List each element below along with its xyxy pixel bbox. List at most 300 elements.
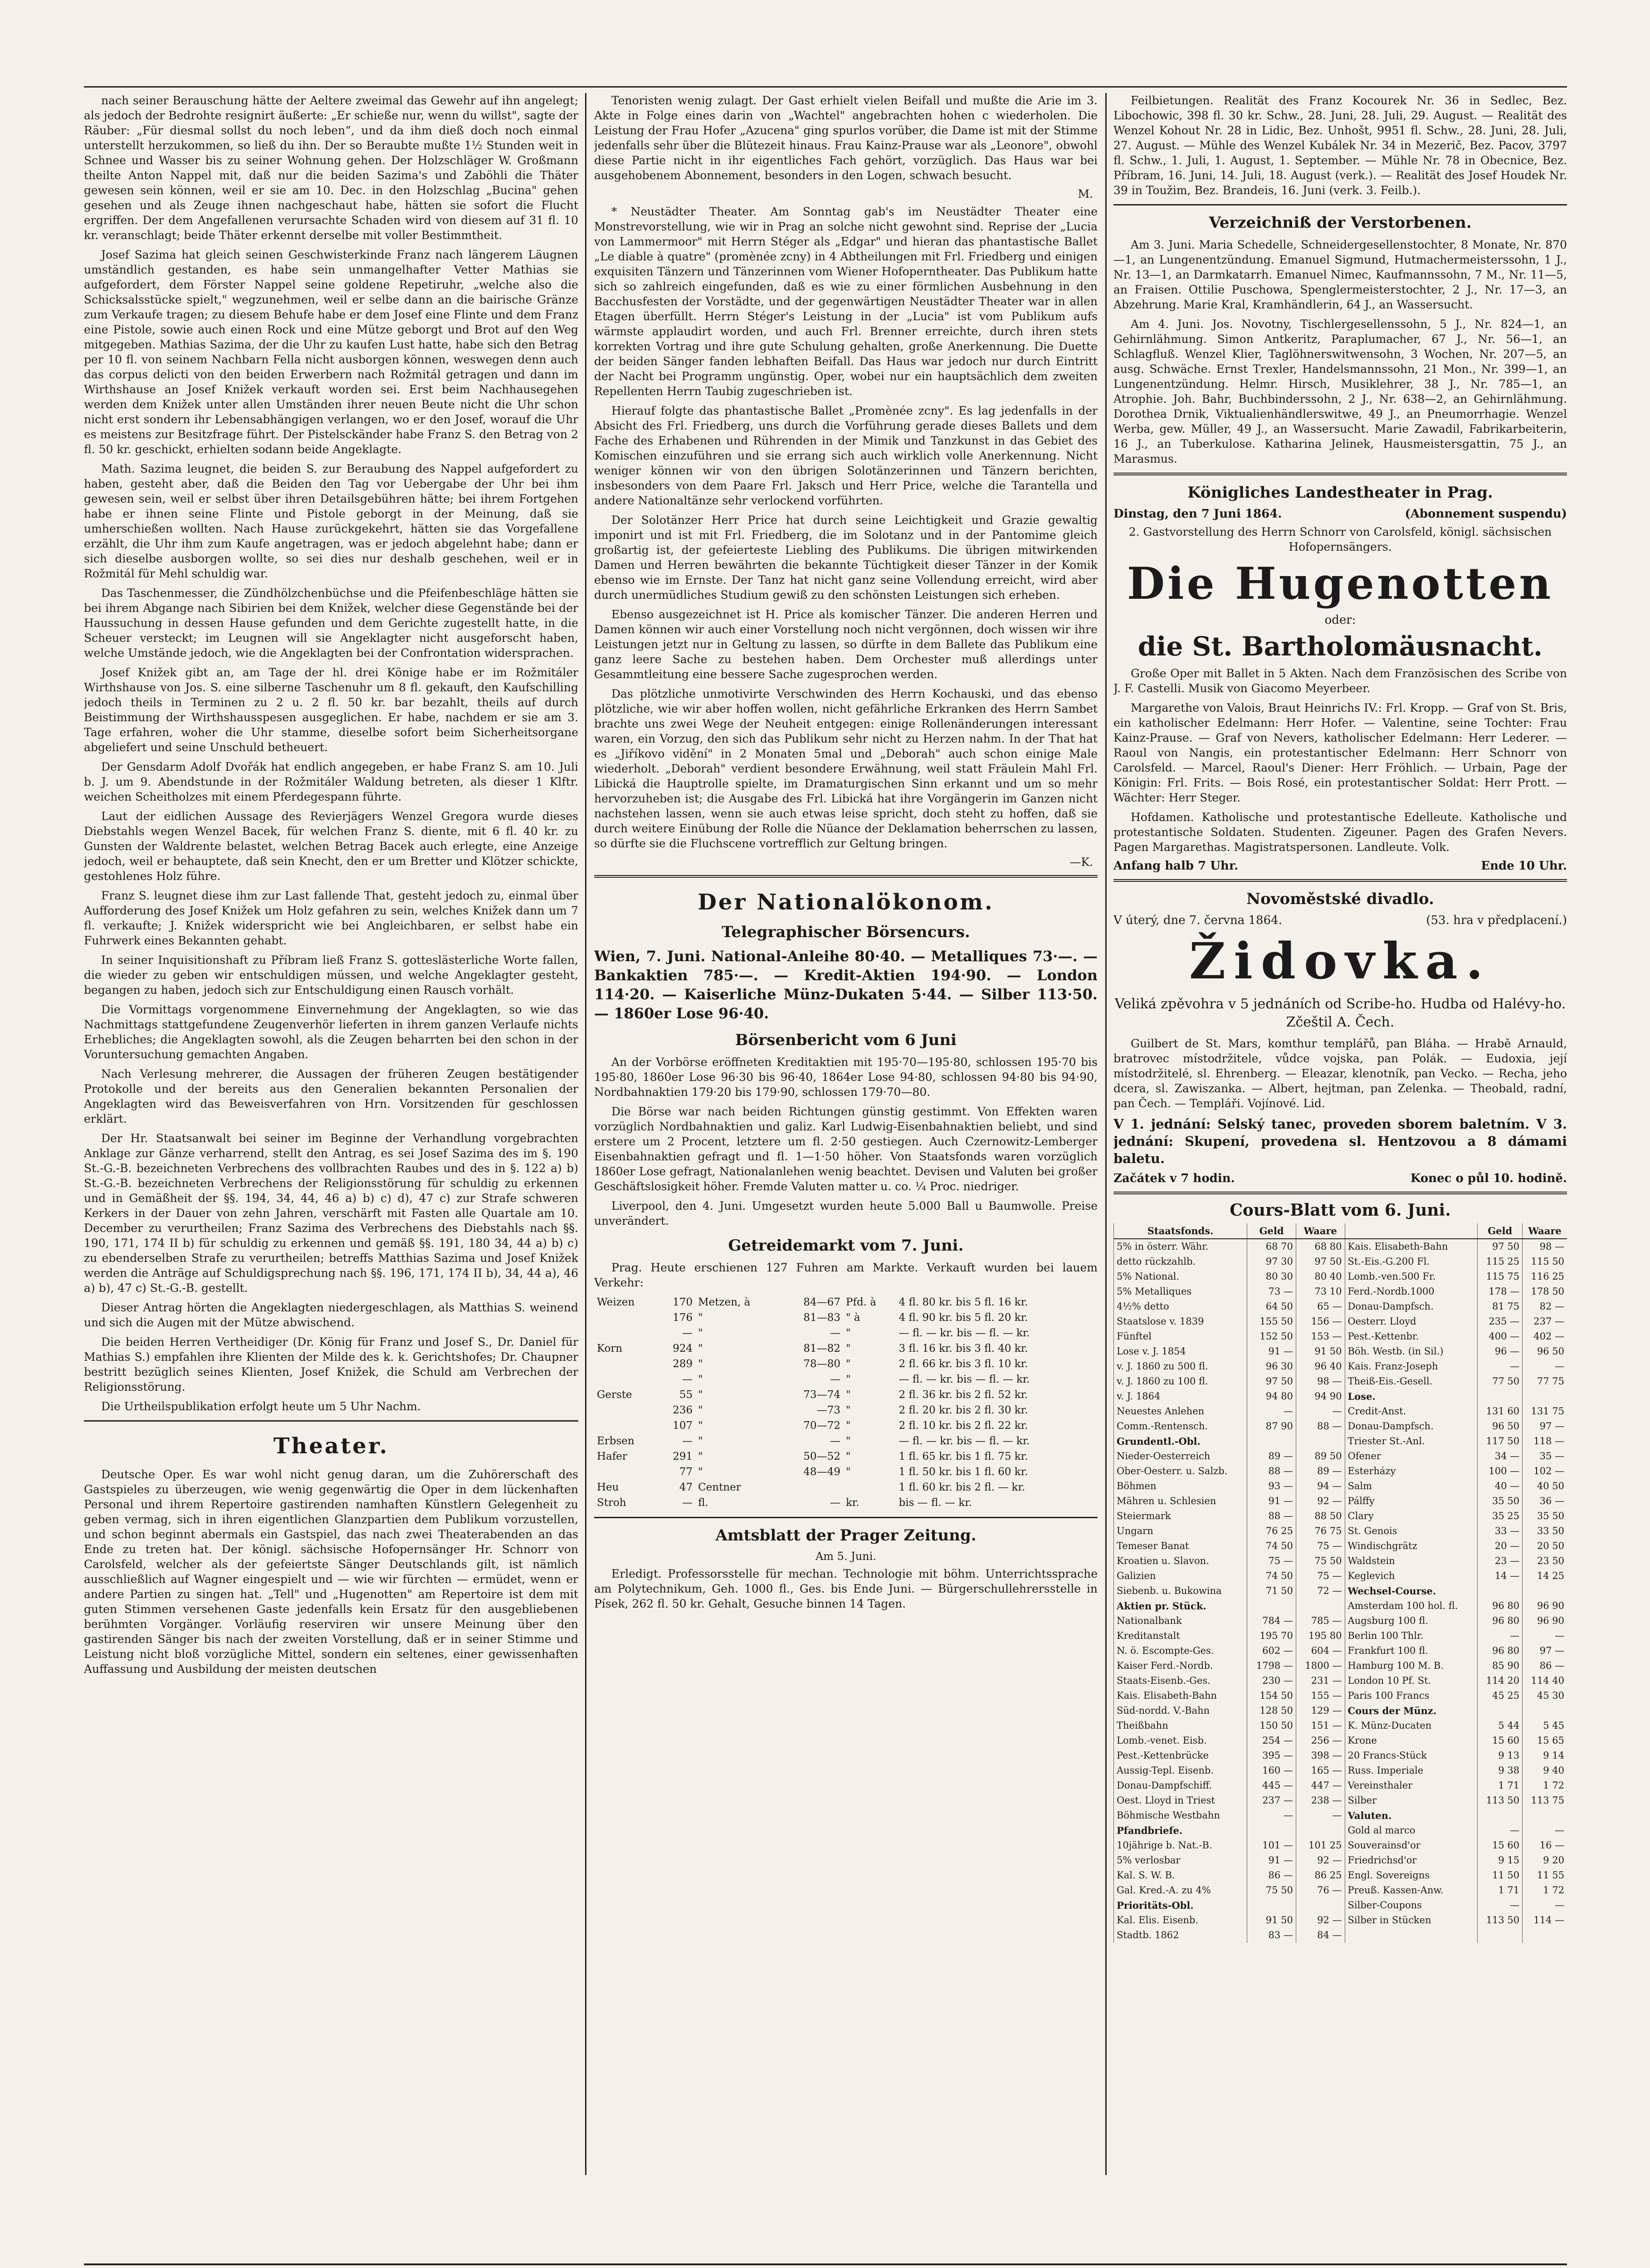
grain-cell: " [845, 1327, 851, 1339]
signature: M. [1078, 187, 1093, 200]
grain-cell: 47 [679, 1481, 693, 1493]
course-cell: 114 20 [1478, 1673, 1523, 1688]
course-cell: 1798 — [1247, 1658, 1296, 1673]
course-cell: 100 — [1478, 1464, 1523, 1479]
zidovka-title: Židovka. [1189, 932, 1492, 990]
grain-cell [594, 1310, 658, 1325]
auctions [1113, 93, 1567, 198]
course-cell: 97 30 [1247, 1254, 1296, 1269]
course-cell: St. Genois [1345, 1524, 1478, 1539]
bourse-heading: Börsenbericht vom 6 Juni [735, 1031, 957, 1049]
opera-oder: oder: [1324, 613, 1356, 627]
course-cell: Galizien [1114, 1569, 1247, 1584]
course-cell: 101 25 [1296, 1838, 1345, 1853]
theatre-date-row [1113, 507, 1567, 521]
course-cell: 1800 — [1296, 1658, 1345, 1673]
section-divider [594, 875, 1098, 878]
zidovka-end: Konec o půl 10. hodině. [1410, 1172, 1567, 1185]
grain-cell: 236 [673, 1404, 693, 1416]
course-cell: Engl. Sovereigns [1345, 1868, 1478, 1883]
section-divider [84, 1420, 578, 1422]
course-cell: Friedrichsd'or [1345, 1853, 1478, 1868]
course-cell: 237 — [1247, 1793, 1296, 1808]
course-cell: Berlin 100 Thlr. [1345, 1628, 1478, 1643]
section-divider [1113, 879, 1567, 882]
course-cell: Esterházy [1345, 1464, 1478, 1479]
course-cell: 88 50 [1296, 1509, 1345, 1524]
grain-cell: 70—72 [803, 1420, 840, 1432]
paragraph: Dieser Antrag hörten die Angeklagten niedergeschlagen, als Matthias S. weinend und sich die Augen mit der Mütze abwischend. [84, 1301, 578, 1329]
course-cell: 9 38 [1478, 1763, 1523, 1778]
course-row [1114, 1913, 1567, 1928]
course-row [1114, 1718, 1567, 1733]
grain-cell: " [845, 1466, 851, 1478]
zidovka-cast: Guilbert de St. Mars, komthur templářů, pan Bláha. — Hrabě Arnauld, bratrovec místodržitele, vůdce vojska, pan Polák. — Eudoxia, její místodržitelé, sl. Ehrenberg. — Eleazar, klenotník, pan Vecko. — Recha, jeho dcera, sl. Zawiszanka. — Albert, hejtman, pan Zelenka. — Theobald, radní, pan Čech. — Templáři. Vojínové. Lid. [1113, 1037, 1567, 1110]
paragraph: Deutsche Oper. Es war wohl nicht genug daran, um die Zuhörerschaft des Gastspieles zu überzeugen, wie wenig gegenwärtig die Oper in dem lückenhaften Personal und ihrem Repertoire gastirenden namhaften Künstlern Gelegenheit zu geben vermag, sich in ihren eigentlichen Glanzpartien dem Publikum vorzustellen, und schon beginnt abermals ein Gastspiel, das nach zwei Theaterabenden an das Ende zu treten hat. Der königl. sächsische Hofopernsänger Hr. Schnorr von Carolsfeld, welcher als der gefeiertste Sänger Deutschlands gilt, ist nämlich ausschließlich auf Wagner eingespielt und — wie wir fürchten — ermüdet, wenn er andere Partien zu singen hat. „Tell" und „Hugenotten" am Repertoire ist dem mit guten Stimmen versehenen Gaste jedenfalls kein Ersatz für den ausgebliebenen berühmten Vorgänger. Vorläufig reserviren wir unsere Meinung über den gastirenden Sänger bis nach der zweiten Vorstellung, daß er in seiner Stimme und Leistung nicht bloß vorzügliche Mittel, sondern ein seltenes, einer gewissenhaften Auffassung und Ausbildung der meisten deutschen [84, 1468, 578, 1676]
course-cell: Kal. S. W. B. [1114, 1868, 1247, 1883]
paragraph: Das plötzliche unmotivirte Verschwinden des Herrn Kochauski, und das ebenso plötzliche, wie wir aber hoffen wollen, nicht gefährliche Erkranken des Herrn Sambet brachte uns zwei Wege der Neuheit entgegen: einige Rollenänderungen interessant waren, ein Vorzug, den sich das Publikum sehr nicht zu Herzen nahm. In der That hat es „Jiříkovo vidění" in 2 Monaten 5mal und „Deborah" auch schon einige Male wiederholt. „Deborah" verdient besondere Erwähnung, weil statt Fräulein Mahl Frl. Libická die Hauptrolle spielte, im Dramaturgischen Sinn erkannt und um so mehr hervorzuheben ist; die Ausgabe des Frl. Libická hat ihre Vorgängerin im Ganzen nicht nachstehen lassen, wenn sie auch etwas leise spricht, doch steht zu hoffen, daß sie durch weitere Einübung der Rolle die Nüance der Deklamation beherrschen zu lassen, so dürfte sie die Fluchscene vortrefflich zur Geltung bringen. [594, 687, 1098, 850]
paragraph: Die Urtheilspublikation erfolgt heute um 5 Uhr Nachm. [101, 1400, 421, 1413]
novomestske-heading: Novoměstské divadlo. [1246, 890, 1434, 908]
paragraph: Laut der eidlichen Aussage des Revierjägers Wenzel Gregora wurde dieses Diebstahls wegen Wenzel Bacek, für welchen Franz S. diente, mit 6 fl. 40 kr. zu Gunsten der Waldrente belastet, welchen Betrag Bacek auch erlegte, eine Anzeige jedoch, weil er behauptete, daß sein Knecht, den er um Bretter und Klötzer schickte, gestohlenes Holz führe. [84, 810, 578, 883]
paragraph: Die Börse war nach beiden Richtungen günstig gestimmt. Von Effekten waren vorzüglich Nordbahnaktien und galiz. Karl Ludwig-Eisenbahnaktien beliebt, und sind erstere um 2 Procent, letztere um fl. 2·50 gestiegen. Auch Czernowitz-Lemberger Eisenbahnaktien gefragt und fl. 1—1·50 höher. Von Staatsfonds waren vorzüglich 1860er Lose gefragt, Nationalanlehen wenig beachtet. Devisen und Valuten bei großer Geschäftslosigkeit höher. Fremde Valuten matter u. co. ¼ Proc. niedriger. [594, 1105, 1098, 1193]
course-cell: Nieder-Oesterreich [1114, 1449, 1247, 1464]
grain-cell [843, 1480, 896, 1495]
course-cell: Pálffy [1345, 1494, 1478, 1509]
course-cell: 113 75 [1523, 1793, 1567, 1808]
course-cell: Ferd.-Nordb.1000 [1345, 1284, 1478, 1299]
course-row [1114, 1269, 1567, 1284]
course-cell: v. J. 1860 zu 500 fl. [1114, 1359, 1247, 1374]
grain-cell [594, 1356, 658, 1372]
course-cell: 40 — [1478, 1479, 1523, 1494]
course-row [1114, 1673, 1567, 1688]
course-row [1114, 1299, 1567, 1314]
course-cell: 91 50 [1296, 1344, 1345, 1359]
course-cell: 80 40 [1296, 1269, 1345, 1284]
course-cell: Mähren u. Schlesien [1114, 1494, 1247, 1509]
grain-cell: 2 fl. 36 kr. bis 2 fl. 52 kr. [898, 1389, 1028, 1401]
course-cell: 73 — [1247, 1284, 1296, 1299]
paragraph: Der Hr. Staatsanwalt bei seiner im Beginne der Verhandlung vorgebrachten Anklage zur Gänze verharrend, stellt den Antrag, es sei Josef Sazima des im §. 190 St.-G.-B. bezeichneten Verbrechens des vollbrachten Raubes und des in §. 122 a) b) St.-G.-B. bezeichneten Verbrechens der Religionsstörung für schuldig zu erkennen und in Gemäßheit der §§. 194, 34, 44, 46 a) b) c) d), 47 c) zur Strafe schweren Kerkers in der Dauer von zehn Jahren, verschärft mit Fasten alle Quartale am 10. December zu verurtheilen; Franz Sazima des Verbrechens des Diebstahls nach §§. 190, 171, 174 II b) für schuldig zu erkennen und gemäß §§. 191, 180 34, 44 a) b) c) zu ebenderselben Strafe zu verurtheilen; betreffs Matthias Sazima und Josef Knižek werden die Anträge auf Schuldigsprechung nach §§. 196, 171, 174 II b), 34, 44 a), 46 a) b), 47 c) St.-G.-B. gestellt. [84, 1132, 578, 1295]
course-cell: 131 60 [1478, 1404, 1523, 1419]
grain-cell: — [682, 1374, 693, 1385]
course-cell: St.-Eis.-G.200 Fl. [1345, 1254, 1478, 1269]
grain-cell: 1 fl. 60 kr. bis 2 fl. — kr. [898, 1481, 1025, 1493]
grain-row [594, 1341, 1098, 1356]
course-cell: 96 90 [1523, 1598, 1567, 1613]
course-cell: 97 50 [1247, 1374, 1296, 1389]
course-row [1114, 1374, 1567, 1389]
grain-cell: Stroh [597, 1497, 626, 1509]
course-cell [1247, 1823, 1296, 1838]
section-divider [1113, 204, 1567, 205]
course-cell: — [1247, 1404, 1296, 1419]
grain-cell: 55 [679, 1389, 693, 1401]
course-cell: 16 — [1523, 1838, 1567, 1853]
course-cell: 604 — [1296, 1643, 1345, 1658]
theatre-abonnement: (Abonnement suspendu) [1405, 507, 1567, 521]
grain-cell: — [830, 1497, 840, 1509]
opera-title: Die Hugenotten [1127, 558, 1554, 609]
grain-cell: 176 [673, 1312, 693, 1324]
course-cell: Wechsel-Course. [1345, 1584, 1478, 1598]
course-cell: Oest. Lloyd in Triest [1114, 1793, 1247, 1808]
grain-table [594, 1295, 1098, 1510]
course-cell [1523, 1389, 1567, 1404]
course-sheet-heading: Cours-Blatt vom 6. Juni. [1230, 1201, 1451, 1220]
course-cell: — [1478, 1628, 1523, 1643]
course-row [1114, 1509, 1567, 1524]
course-cell: Nationalbank [1114, 1613, 1247, 1628]
course-cell: 40 50 [1523, 1479, 1567, 1494]
court-report [84, 93, 578, 1414]
course-cell: 165 — [1296, 1763, 1345, 1778]
grain-cell: — fl. — kr. bis — fl. — kr. [898, 1327, 1030, 1339]
course-cell: Paris 100 Francs [1345, 1688, 1478, 1703]
grain-cell: " [845, 1435, 851, 1447]
course-cell: Kal. Elis. Eisenb. [1114, 1913, 1247, 1928]
grain-cell [594, 1325, 658, 1341]
course-cell: Russ. Imperiale [1345, 1763, 1478, 1778]
course-cell: Böhmische Westbahn [1114, 1808, 1247, 1823]
course-cell: Souverainsd'or [1345, 1838, 1478, 1853]
paragraph: Am 4. Juni. Jos. Novotny, Tischlergesellenssohn, 5 J., Nr. 824—1, an Gehirnlähmung. Simon Antkeritz, Paraplumacher, 67 J., Nr. 56—1, an Schlagfluß. Wenzel Klier, Taglöhnerswitwensohn, 3 Wochen, Nr. 207—5, an ausg. Schwäche. Ernst Trexler, Handelsmannssohn, 21 Mon., Nr. 399—1, an Lungenentzündung. Helmr. Hirsch, Musiklehrer, 38 J., Nr. 785—1, an Atrophie. Joh. Bahr, Buchbinderssohn, 2 J., Nr. 638—2, an Gehirnlähmung. Dorothea Drnik, Viktualienhändlerswitwe, 49 J., an Pneumorrhagie. Wenzel Werba, gew. Müller, 49 J., an Wassersucht. Marie Zawadil, Fabrikarbeiterin, 16 J., an Tuberkulose. Katharina Jelinek, Hausmeistersgattin, 75 J., an Marasmus. [1113, 318, 1567, 465]
course-cell [1345, 1928, 1478, 1943]
course-cell: 76 75 [1296, 1524, 1345, 1539]
paragraph: Am 3. Juni. Maria Schedelle, Schneidergesellenstochter, 8 Monate, Nr. 870—1, an Lungenentzündung. Emanuel Sigmund, Hutmachermeisterssohn, 1 J., Nr. 13—1, an Darmkatarrh. Emanuel Nimec, Kaufmannssohn, 7 M., Nr. 11—5, an Fraisen. Ottilie Puschowa, Spenglermeisterstochter, 2 J., Nr. 17—3, an Abzehrung. Marie Kral, Kramhändlerin, 64 J., an Wassersucht. [1113, 238, 1567, 311]
course-cell: 97 50 [1296, 1254, 1345, 1269]
grain-cell: 289 [673, 1358, 693, 1370]
paragraph: Das Taschenmesser, die Zündhölzchenbüchse und die Pfeifenbeschläge hätten sie bei ihrem Abgange nach Sibirien bei dem Knižek, welcher diese Gegenstände bei der Haussuchung in dessen Hause gefunden und dem Gerichte zugestellt hatte, in die Scheuer versteckt; im Leugnen will sie Angeklagter nicht ausgeforscht haben, welche Umstände jedoch, wie die Angeklagten bei der Confrontation widersprachen. [84, 587, 578, 660]
grain-cell: " [698, 1420, 703, 1432]
course-row [1114, 1239, 1567, 1254]
grain-cell: " [845, 1451, 851, 1462]
course-cell: 9 13 [1478, 1748, 1523, 1763]
grain-cell: 4 fl. 90 kr. bis 5 fl. 20 kr. [898, 1312, 1028, 1324]
course-cell: 237 — [1523, 1314, 1567, 1329]
grain-cell: 84—67 [803, 1296, 840, 1308]
course-cell: 402 — [1523, 1329, 1567, 1344]
course-cell: 1 72 [1523, 1883, 1567, 1898]
section-divider [1113, 1192, 1567, 1194]
column-2 [594, 93, 1098, 2175]
opera-end: Ende 10 Uhr. [1481, 859, 1567, 873]
course-cell: 115 25 [1478, 1254, 1523, 1269]
course-cell: — [1523, 1359, 1567, 1374]
grain-cell: " [698, 1451, 703, 1462]
grain-cell: 3 fl. 16 kr. bis 3 fl. 40 kr. [898, 1343, 1028, 1354]
novomestske-abonnement: (53. hra v předplacení.) [1426, 914, 1567, 927]
course-cell: 20 Francs-Stück [1345, 1748, 1478, 1763]
course-cell: Triester St.-Anl. [1345, 1434, 1478, 1449]
course-cell: Hamburg 100 M. B. [1345, 1658, 1478, 1673]
novomestske-date-row [1113, 914, 1567, 927]
course-cell: 76 25 [1247, 1524, 1296, 1539]
course-cell: 85 90 [1478, 1658, 1523, 1673]
course-row [1114, 1688, 1567, 1703]
course-cell: 93 — [1247, 1479, 1296, 1494]
grain-cell: 170 [673, 1296, 693, 1308]
course-cell: 64 50 [1247, 1299, 1296, 1314]
course-row [1114, 1284, 1567, 1299]
course-cell: 83 — [1247, 1928, 1296, 1943]
course-cell: 400 — [1478, 1329, 1523, 1344]
course-cell: 75 50 [1296, 1554, 1345, 1569]
course-cell [1247, 1434, 1296, 1449]
course-cell: 5% Metalliques [1114, 1284, 1247, 1299]
zidovka-start: Začátek v 7 hodin. [1113, 1172, 1235, 1185]
course-cell: 34 — [1478, 1449, 1523, 1464]
course-cell: 84 — [1296, 1928, 1345, 1943]
grain-cell: 4 fl. 80 kr. bis 5 fl. 16 kr. [898, 1296, 1028, 1308]
course-cell: 80 30 [1247, 1269, 1296, 1284]
course-cell: 91 — [1247, 1853, 1296, 1868]
course-row [1114, 1883, 1567, 1898]
course-cell: 128 50 [1247, 1703, 1296, 1718]
grain-cell: " [698, 1374, 703, 1385]
course-cell: 91 — [1247, 1494, 1296, 1509]
course-cell: Credit-Anst. [1345, 1404, 1478, 1419]
course-cell: 86 25 [1296, 1868, 1345, 1883]
course-header-cell: Waare [1523, 1223, 1567, 1239]
course-cell: Krone [1345, 1733, 1478, 1748]
course-cell [1296, 1898, 1345, 1913]
course-cell: 115 50 [1523, 1254, 1567, 1269]
course-cell: 88 — [1247, 1464, 1296, 1479]
course-cell: Kaiser Ferd.-Nordb. [1114, 1658, 1247, 1673]
course-row [1114, 1494, 1567, 1509]
paragraph: Der Gensdarm Adolf Dvořák hat endlich angegeben, er habe Franz S. am 10. Juli b. J. um 9. Abendstunde in der Rožmitáler Waldung betreten, als dieser 1 Klftr. weichen Scheitholzes mit einem Pferdegespann führte. [84, 760, 578, 803]
course-cell: 178 50 [1523, 1284, 1567, 1299]
amtsblatt-date: Am 5. Juni. [815, 1550, 877, 1563]
course-cell: Lomb.-ven.500 Fr. [1345, 1269, 1478, 1284]
zidovka-times [1113, 1172, 1567, 1185]
grain-cell: Weizen [597, 1296, 635, 1308]
course-cell: 92 — [1296, 1853, 1345, 1868]
course-row [1114, 1524, 1567, 1539]
course-cell: 92 — [1296, 1913, 1345, 1928]
grain-cell: Pfd. à [845, 1296, 877, 1308]
course-cell: — [1478, 1898, 1523, 1913]
course-cell: 151 — [1296, 1718, 1345, 1733]
course-cell: 4½% detto [1114, 1299, 1247, 1314]
column-3 [1113, 93, 1567, 2175]
grain-cell: " [698, 1466, 703, 1478]
course-cell: 96 90 [1523, 1613, 1567, 1628]
course-cell: 94 90 [1296, 1389, 1345, 1404]
course-cell: K. Münz-Ducaten [1345, 1718, 1478, 1733]
course-cell: — [1523, 1898, 1567, 1913]
grain-cell: kr. [845, 1497, 859, 1509]
course-cell: 96 30 [1247, 1359, 1296, 1374]
opera-cast: Margarethe von Valois, Braut Heinrichs IV.: Frl. Kropp. — Graf von St. Bris, ein katholischer Edelmann: Herr Hofer. — Valentine, seine Tochter: Frau Kainz-Prause. — Graf von Nevers, katholischer Edelmann: Herr Lederer. — Raoul von Nangis, ein protestantischer Edelmann: Herr Schnorr von Carolsfeld. — Marcel, Raoul's Diener: Herr Fröhlich. — Urbain, Page der Königin: Frl. Frits. — Bois Rosé, ein protestantischer Soldat: Herr Prott. — Wächter: Herr Steger. [1113, 701, 1567, 804]
course-cell [1523, 1928, 1567, 1943]
course-cell: 114 40 [1523, 1673, 1567, 1688]
course-cell: 238 — [1296, 1793, 1345, 1808]
course-cell [1523, 1808, 1567, 1823]
course-row [1114, 1748, 1567, 1763]
course-cell: Ofener [1345, 1449, 1478, 1464]
grain-cell: 107 [673, 1420, 693, 1432]
course-cell: Fünftel [1114, 1329, 1247, 1344]
grain-row [594, 1372, 1098, 1387]
grain-cell: 73—74 [803, 1389, 840, 1401]
imprint-footer [84, 2263, 1567, 2268]
course-cell: 97 — [1523, 1643, 1567, 1658]
grain-cell: 2 fl. 20 kr. bis 2 fl. 30 kr. [898, 1404, 1028, 1416]
paragraph: Josef Knižek gibt an, am Tage der hl. drei Könige habe er im Rožmitáler Wirthshause von Jos. S. eine silberne Taschenuhr um 8 fl. gekauft, den Kaufschilling jedoch theils in Terminen zu 2 u. 2 fl. 50 kr. bar bezahlt, theils auf durch Beistimmung der Wirthshausspesen ausgeglichen. Er habe, nachdem er sie am 3. Tage erfahren, woher die Uhr stamme, dieselbe sofort beim Sicherheitsorgane abgeliefert und seine Unschuld betheuert. [84, 666, 578, 754]
course-cell: Kais. Elisabeth-Bahn [1345, 1239, 1478, 1254]
course-row [1114, 1584, 1567, 1598]
course-cell: 160 — [1247, 1763, 1296, 1778]
paragraph: An der Vorbörse eröffneten Kreditaktien mit 195·70—195·80, schlossen 195·70 bis 195·80, 1860er Lose 96·30 bis 96·40, 1864er Lose 94·80, schlossen 94·80 bis 94·90, Nordbahnaktien 179·20 bis 179·90, schlossen 179·70—80. [594, 1056, 1098, 1099]
course-cell: 150 50 [1247, 1718, 1296, 1733]
course-cell: v. J. 1860 zu 100 fl. [1114, 1374, 1247, 1389]
course-row [1114, 1838, 1567, 1853]
course-cell: Donau-Dampfschiff. [1114, 1778, 1247, 1793]
course-cell: 74 50 [1247, 1539, 1296, 1554]
course-cell [1478, 1389, 1523, 1404]
course-cell: Pfandbriefe. [1114, 1823, 1247, 1838]
course-cell: 254 — [1247, 1733, 1296, 1748]
course-cell: 45 25 [1478, 1688, 1523, 1703]
grain-cell: Gerste [597, 1389, 632, 1401]
column-1 [84, 93, 578, 2175]
deaths-list [1113, 237, 1567, 466]
grain-cell: — [830, 1374, 840, 1385]
course-row [1114, 1868, 1567, 1883]
grain-cell [594, 1418, 658, 1433]
column-rule [585, 93, 586, 2175]
course-cell [1478, 1703, 1523, 1718]
opera-times [1113, 859, 1567, 873]
grain-cell: Korn [597, 1343, 623, 1354]
course-cell: Süd-nordd. V.-Bahn [1114, 1703, 1247, 1718]
grain-cell: 1 fl. 65 kr. bis 1 fl. 75 kr. [898, 1451, 1028, 1462]
course-cell: 195 70 [1247, 1628, 1296, 1643]
grain-cell: " à [845, 1312, 860, 1324]
grain-cell: Metzen, à [698, 1296, 751, 1308]
course-cell [1478, 1584, 1523, 1598]
course-cell [1478, 1928, 1523, 1943]
course-cell [1296, 1434, 1345, 1449]
paragraph: Nach Verlesung mehrerer, die Aussagen der früheren Zeugen bestätigender Protokolle und der bereits aus den Generalien bekannten Personalien der Angeklagten wird das Beweisverfahren von Hrn. Vorsitzenden für geschlossen erklärt. [84, 1067, 578, 1125]
grain-cell: 48—49 [803, 1466, 840, 1478]
course-cell: 256 — [1296, 1733, 1345, 1748]
course-cell: Donau-Dampfsch. [1345, 1299, 1478, 1314]
course-cell: detto rückzahlb. [1114, 1254, 1247, 1269]
course-cell [1296, 1598, 1345, 1613]
course-cell: 88 — [1296, 1419, 1345, 1434]
paragraph: Die Vormittags vorgenommene Einvernehmung der Angeklagten, so wie das Nachmittags stattgefundene Zeugenverhör lieferten in ihrem ganzen Verlaufe nichts Erhebliches; die Angeklagten sowohl, als die Zeugen beharrten bei den schon in der Voruntersuchung gemachten Angaben. [84, 1003, 578, 1061]
course-row [1114, 1404, 1567, 1419]
course-cell: 129 — [1296, 1703, 1345, 1718]
course-row [1114, 1329, 1567, 1344]
paragraph: Josef Sazima hat gleich seinen Geschwisterkinde Franz nach längerem Läugnen umständlich gestanden, es habe sein unmangelhafter Vetter Mathias sie aufgefordert, dem Förster Nappel seine goldene Repetiruhr, „welche also die Schicksalsstücke spielt," wegzunehmen, weil er selbe dann an die bairische Gränze zum Verkaufe tragen; zu diesem Behufe habe er dem Josef eine Flinte und dem Franz eine Pistole, sowie auch einen Rock und eine Mütze geborgt und Brot auf den Weg mitgegeben. Mathias Sazima, der die Uhr zu kaufen Lust hatte, habe sich den Betrag per 10 fl. von seinem Nachbarn Fella nicht ausborgen können, weswegen denn auch das corpus delicti von den beiden Erwerbern nach Rožmitál getragen und dann im Wirthshause an Josef Knižek verkauft worden sei. Erst beim Nachhausegehen werden dem Knižek unter allen Umständen ihrer neuen Beute nicht die Uhr schon nicht erst sondern ihr Lebensabhängigen verlangen, wo er den Josef, worauf die Uhr es meistens zur Besitzfrage führt. Der Pistelsckänder habe Franz S. den Betrag von 2 fl. 50 kr. geschickt, erhielten sodann beide Angeklagte. [84, 248, 578, 456]
course-sheet-table [1113, 1223, 1567, 1943]
telegraph-heading: Telegraphischer Börsencurs. [722, 923, 970, 941]
course-cell: 89 — [1296, 1464, 1345, 1479]
course-cell: Neuestes Anlehen [1114, 1404, 1247, 1419]
grain-market-heading: Getreidemarkt vom 7. Juni. [728, 1237, 964, 1255]
amtsblatt-text: Erledigt. Professorsstelle für mechan. Technologie mit böhm. Unterrichtssprache am Polytechnikum, Geh. 1000 fl., Ges. bis Ende Juni. — Bürgerschullehrersstelle in Písek, 262 fl. 50 kr. Gehalt, Gesuche binnen 14 Tagen. [594, 1567, 1098, 1610]
course-cell: Augsburg 100 fl. [1345, 1613, 1478, 1628]
course-cell: Gold al marco [1345, 1823, 1478, 1838]
course-cell: Preuß. Kassen-Anw. [1345, 1883, 1478, 1898]
course-cell: 36 — [1523, 1494, 1567, 1509]
opera-extras: Hofdamen. Katholische und protestantische Edelleute. Katholische und protestantische Soldaten. Studenten. Zigeuner. Pagen des Grafen Nevers. Pagen Margarethas. Magistratspersonen. Landleute. Volk. [1113, 811, 1567, 854]
course-cell: 98 — [1523, 1239, 1567, 1254]
grain-cell: 78—80 [803, 1358, 840, 1370]
course-cell: 94 80 [1247, 1389, 1296, 1404]
grain-row [594, 1295, 1098, 1310]
course-row [1114, 1598, 1567, 1613]
liverpool-report: Liverpool, den 4. Juni. Umgesetzt wurden heute 5.000 Ball u Baumwolle. Preise unverändert. [594, 1199, 1098, 1227]
course-cell: 35 — [1523, 1449, 1567, 1464]
course-cell: 86 — [1523, 1658, 1567, 1673]
grain-cell: — [830, 1327, 840, 1339]
grain-cell: " [698, 1358, 703, 1370]
course-cell [1247, 1598, 1296, 1613]
course-cell: Aktien pr. Stück. [1114, 1598, 1247, 1613]
theatre-heading: Königliches Landestheater in Prag. [1187, 484, 1493, 502]
paragraph: Der Solotänzer Herr Price hat durch seine Leichtigkeit und Grazie gewaltig imponirt und ist mit Frl. Friedberg, die im Solotanz und in der Pantomime gleich großartig ist, der gefeierteste Liebling des Publikums. Die übrigen mitwirkenden Damen und Herren bewährten die bekannte Tüchtigkeit dieser Tänzer in der Komik ebenso wie im Ernste. Der Tanz hat nicht ganz seine Vollendung erreicht, wird aber durch unermüdliches Studium gewiß zu den schönsten Leistungen sich erheben. [594, 513, 1098, 601]
section-divider [594, 1517, 1098, 1518]
course-cell: Windischgrätz [1345, 1539, 1478, 1554]
course-cell: 114 — [1523, 1913, 1567, 1928]
course-cell: Lose. [1345, 1389, 1478, 1404]
course-row [1114, 1254, 1567, 1269]
course-header-cell: Geld [1247, 1223, 1296, 1239]
course-cell: — [1478, 1823, 1523, 1838]
course-row [1114, 1928, 1567, 1943]
grain-cell: 291 [673, 1451, 693, 1462]
course-cell: London 10 Pf. St. [1345, 1673, 1478, 1688]
course-cell: 11 50 [1478, 1868, 1523, 1883]
course-cell: 1 71 [1478, 1883, 1523, 1898]
course-cell: 97 50 [1478, 1239, 1523, 1254]
theater-heading: Theater. [273, 1433, 389, 1459]
course-cell: Amsterdam 100 hol. fl. [1345, 1598, 1478, 1613]
grain-cell: " [698, 1404, 703, 1416]
course-cell: 81 75 [1478, 1299, 1523, 1314]
course-cell: 82 — [1523, 1299, 1567, 1314]
course-cell: Siebenb. u. Bukowina [1114, 1584, 1247, 1598]
novomestske-date: V úterý, dne 7. června 1864. [1113, 914, 1282, 927]
course-cell: Donau-Dampfsch. [1345, 1419, 1478, 1434]
course-row [1114, 1793, 1567, 1808]
grain-cell [594, 1403, 658, 1418]
course-cell: 89 50 [1296, 1449, 1345, 1464]
grain-cell: Heu [597, 1481, 619, 1493]
course-cell: Waldstein [1345, 1554, 1478, 1569]
grain-row [594, 1325, 1098, 1341]
course-row [1114, 1763, 1567, 1778]
paragraph: Ebenso ausgezeichnet ist H. Price als komischer Tänzer. Die anderen Herren und Damen können wir auch einer Vorstellung noch nicht vergönnen, doch wissen wir ihre Leistungen jetzt nur in Geltung zu lassen, so dürfte in dem Ballete das Publikum eine ganz leere Sache zu bestehen haben. Dem Orchester muß allerdings unter Gesammtleitung eine bessere Sache zugesprochen werden. [594, 608, 1098, 681]
course-cell: Kreditanstalt [1114, 1628, 1247, 1643]
course-cell: 76 — [1296, 1883, 1345, 1898]
course-cell: Steiermark [1114, 1509, 1247, 1524]
grain-row [594, 1480, 1098, 1495]
grain-cell: 77 [679, 1466, 693, 1478]
course-cell: — [1247, 1808, 1296, 1823]
course-cell: 75 — [1296, 1569, 1345, 1584]
guest-performance: 2. Gastvorstellung des Herrn Schnorr von Carolsfeld, königl. sächsischen Hofopernsängers. [1128, 525, 1552, 553]
grain-intro: Prag. Heute erschienen 127 Fuhren am Markte. Verkauft wurden bei lauem Verkehr: [594, 1261, 1098, 1289]
course-cell: Silber [1345, 1793, 1478, 1808]
course-row [1114, 1643, 1567, 1658]
